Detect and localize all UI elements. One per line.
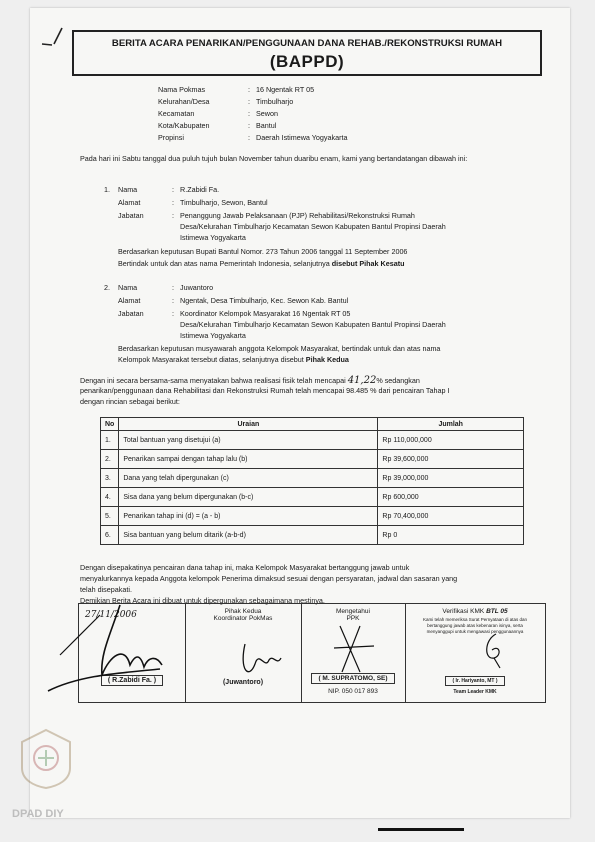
signature-title: Verifikasi KMK BTL 05	[442, 608, 508, 615]
closing-line3: telah disepakati.	[80, 585, 132, 594]
closing-line4: Demikian Berita Acara ini dibuat untuk dipergunakan sebagaimana mestinya.	[80, 596, 325, 605]
party1-nama-label: Nama	[118, 185, 138, 194]
signature-subtitle: PPK	[346, 615, 360, 622]
party2-alamat: Ngentak, Desa Timbulharjo, Kec. Sewon Kab. Bantul	[180, 296, 349, 305]
party1-jabatan-line1: Penanggung Jawab Pelaksanaan (PJP) Rehabilitasi/Rekonstruksi Rumah	[180, 211, 415, 220]
watermark-text: DPAD DIY	[12, 808, 64, 820]
intro-paragraph: Pada hari ini Sabtu tanggal dua puluh tujuh bulan November tahun duaribu enam, kami yang bertandatangan dibawah ini:	[80, 154, 468, 163]
handwritten-percentage: 41,22	[347, 375, 377, 386]
signature-juwantoro	[225, 640, 285, 685]
party1-jabatan-line2: Desa/Kelurahan Timbulharjo Kecamatan Sewon Kabupaten Bantul Propinsi Daerah	[180, 222, 446, 231]
party1-jabatan-line3: Istimewa Yogyakarta	[180, 233, 246, 242]
party1-alamat-label: Alamat	[118, 198, 141, 207]
header-no: No	[101, 418, 119, 431]
signature-supratomo	[330, 622, 380, 682]
table-row: 3. Dana yang telah dipergunakan (c) Rp 39,000,000	[101, 469, 524, 488]
handwritten-date: 27/11/2006	[85, 610, 137, 620]
fund-detail-table	[100, 417, 524, 545]
statement-line2: penarikan/penggunaan dana Rehabilitasi dan Rekonstruksi Rumah telah mencapai 98.485 % dari pencairan Tahap I	[80, 386, 450, 395]
table-row: 4. Sisa dana yang belum dipergunakan (b-c) Rp 600,000	[101, 488, 524, 507]
closing-line1: Dengan disepakatinya pencairan dana tahap ini, maka Kelompok Masyarakat bertanggung jawab untuk	[80, 563, 410, 572]
table-row: 1. Total bantuan yang disetujui (a) Rp 110,000,000	[101, 431, 524, 450]
closing-line2: menyalurkannya kepada Anggota kelompok Penerima dimaksud sesuai dengan persyaratan, jadwal dan sasaran yang	[80, 574, 458, 583]
signature-subtitle: Koordinator PokMas	[213, 615, 273, 622]
table-row: 2. Penarikan sampai dengan tahap lalu (b) Rp 39,600,000	[101, 450, 524, 469]
party2-basis-line1: Berdasarkan keputusan musyawarah anggota Kelompok Masyarakat, bertindak untuk dan atas nama	[118, 344, 441, 353]
party2-jabatan-label: Jabatan	[118, 309, 144, 318]
party2-basis-line2: Kelompok Masyarakat tersebut diatas, selanjutnya disebut Pihak Kedua	[118, 355, 349, 364]
signature-zabidi	[40, 595, 180, 705]
party1-alamat: Timbulharjo, Sewon, Bantul	[180, 198, 268, 207]
header-acronym: (BAPPD)	[269, 52, 345, 71]
signatory-name: (Juwantoro)	[222, 679, 264, 686]
header-jumlah: Jumlah	[378, 418, 524, 431]
party1-number: 1.	[104, 185, 110, 194]
verification-note: Kami telah memeriksa Surat Pernyataan di atas dan bertanggung jawab atas kebenaran isinya, serta menyanggupi untuk mengawasi penggunaannya	[422, 617, 528, 634]
signatory-nip: NIP. 050 017 893	[328, 688, 378, 695]
signature-hariyanto	[478, 630, 508, 670]
party2-number: 2.	[104, 283, 110, 292]
party2-alamat-label: Alamat	[118, 296, 141, 305]
header-uraian: Uraian	[119, 418, 378, 431]
header-title: BERITA ACARA PENARIKAN/PENGGUNAAN DANA REHAB./REKONSTRUKSI RUMAH	[111, 38, 503, 49]
party1-basis: Berdasarkan keputusan Bupati Bantul Nomor. 273 Tahun 2006 tanggal 11 September 2006	[118, 247, 408, 256]
statement-line3: dengan rincian sebagai berikut:	[80, 397, 180, 406]
party1-nama: R.Zabidi Fa.	[180, 185, 220, 194]
party2-jabatan-line1: Koordinator Kelompok Masyarakat 16 Ngentak RT 05	[180, 309, 351, 318]
party2-nama-label: Nama	[118, 283, 138, 292]
party2-nama: Juwantoro	[180, 283, 214, 292]
party1-acting: Bertindak untuk dan atas nama Pemerintah Indonesia, selanjutnya disebut Pihak Kesatu	[118, 259, 405, 268]
table-row: 5. Penarikan tahap ini (d) = (a - b) Rp 70,400,000	[101, 507, 524, 526]
table-header-row	[101, 418, 524, 431]
signatory-name: ( R.Zabidi Fa. )	[79, 675, 185, 686]
bottom-bar	[378, 828, 464, 831]
signatory-name: ( Ir. Hariyanto, MT )	[405, 676, 545, 686]
signatory-role: Team Leader KMK	[453, 689, 497, 695]
signature-title: Mengetahui	[336, 608, 370, 615]
party2-jabatan-line2: Desa/Kelurahan Timbulharjo Kecamatan Sewon Kabupaten Bantul Propinsi Daerah	[180, 320, 446, 329]
signatory-name: ( M. SUPRATOMO, SE)	[301, 673, 405, 684]
table-row: 6. Sisa bantuan yang belum ditarik (a-b-d) Rp 0	[101, 526, 524, 545]
dpad-seal-icon	[18, 728, 74, 790]
signature-title: Pihak Kedua	[224, 608, 262, 615]
party1-jabatan-label: Jabatan	[118, 211, 144, 220]
document-header	[72, 30, 542, 76]
statement-line1: Dengan ini secara bersama-sama menyatakan bahwa realisasi fisik telah mencapai 41,22% sedangkan	[80, 375, 420, 386]
party2-jabatan-line3: Istimewa Yogyakarta	[180, 331, 246, 340]
signature-cell-kmk	[405, 604, 545, 702]
